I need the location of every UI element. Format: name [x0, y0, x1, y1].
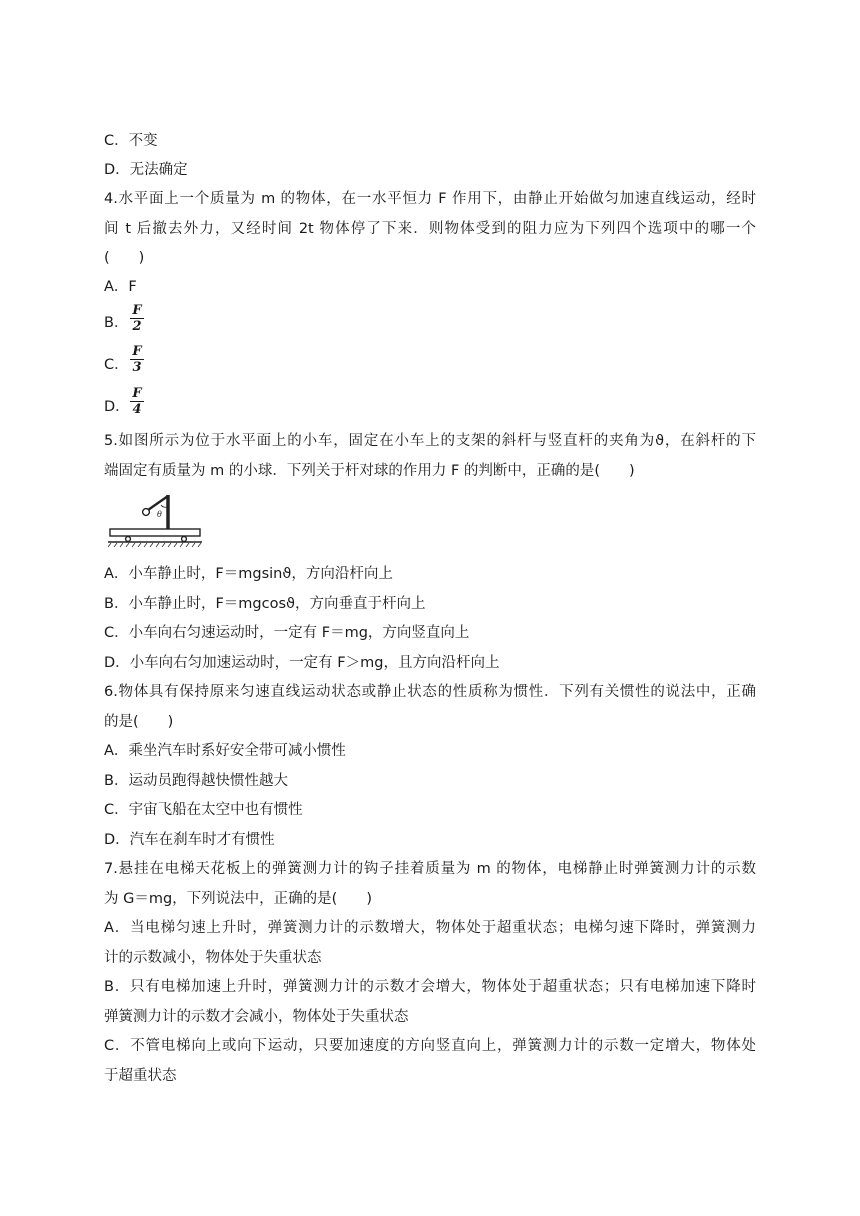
q3-option-d: D．无法确定	[104, 162, 188, 178]
q4-option-c-fraction	[130, 345, 144, 374]
q4-option-d-label: D．	[104, 399, 130, 415]
q6-option-c: C．宇宙飞船在太空中也有惯性	[104, 802, 303, 818]
q4-option-d-fraction	[130, 387, 144, 416]
q7-option-a-line1: A．当电梯匀速上升时，弹簧测力计的示数增大，物体处于超重状态；电梯匀速下降时，弹簧测力	[104, 920, 756, 936]
q4-stem-line3: ( )	[104, 250, 145, 266]
q5-option-d: D．小车向右匀加速运动时，一定有 F＞mg，且方向沿杆向上	[104, 655, 500, 671]
fraction-denominator: 4	[132, 402, 142, 418]
q7-stem-line2: 为 G＝mg，下列说法中，正确的是( )	[104, 891, 372, 907]
q5-stem-line1: 5.如图所示为位于水平面上的小车，固定在小车上的支架的斜杆与竖直杆的夹角为ϑ，在斜杆的下	[104, 433, 756, 449]
q7-option-c-line1: C．不管电梯向上或向下运动，只要加速度的方向竖直向上，弹簧测力计的示数一定增大，物体处	[104, 1038, 756, 1054]
q4-option-b-label: B．	[104, 315, 129, 331]
q4-option-b-fraction	[130, 304, 144, 333]
q5-option-c: C．小车向右匀速运动时，一定有 F＝mg，方向竖直向上	[104, 625, 470, 641]
fraction-numerator: F	[132, 386, 142, 401]
cart-figure	[108, 493, 202, 551]
q4-option-a: A．F	[104, 279, 137, 295]
q4-stem-line2: 间 t 后撤去外力，又经时间 2t 物体停了下来．则物体受到的阻力应为下列四个选项中的哪一个	[104, 221, 756, 237]
q6-stem-line1: 6.物体具有保持原来匀速直线运动状态或静止状态的性质称为惯性．下列有关惯性的说法中，正确	[104, 684, 756, 700]
small-ball	[143, 509, 150, 516]
q5-option-b: B．小车静止时，F＝mgcosϑ，方向垂直于杆向上	[104, 596, 426, 612]
q3-option-c: C．不变	[104, 133, 158, 149]
q5-option-a: A．小车静止时，F＝mgsinϑ，方向沿杆向上	[104, 566, 393, 582]
q7-option-b-line2: 弹簧测力计的示数才会减小，物体处于失重状态	[104, 1009, 409, 1025]
q6-option-d: D．汽车在刹车时才有惯性	[104, 832, 275, 848]
q7-stem-line1: 7.悬挂在电梯天花板上的弹簧测力计的钩子挂着质量为 m 的物体，电梯静止时弹簧测力计的示数	[104, 861, 756, 877]
cart-wheel-left	[126, 537, 131, 542]
ground-hatching	[108, 543, 201, 547]
q6-option-a: A．乘坐汽车时系好安全带可减小惯性	[104, 743, 346, 759]
q7-option-c-line2: 于超重状态	[104, 1068, 177, 1084]
cart-body	[110, 529, 200, 536]
q7-option-b-line1: B．只有电梯加速上升时，弹簧测力计的示数才会增大，物体处于超重状态；只有电梯加速下降时	[104, 979, 756, 995]
angle-label: θ	[157, 510, 162, 519]
q5-stem-line2: 端固定有质量为 m 的小球．下列关于杆对球的作用力 F 的判断中，正确的是( )	[104, 463, 635, 479]
fraction-denominator: 2	[132, 319, 142, 335]
q4-stem-line1: 4.水平面上一个质量为 m 的物体，在一水平恒力 F 作用下，由静止开始做匀加速直线运动，经时	[104, 191, 756, 207]
q6-option-b: B．运动员跑得越快惯性越大	[104, 773, 288, 789]
fraction-numerator: F	[132, 344, 142, 359]
fraction-denominator: 3	[132, 360, 142, 376]
cart-wheel-right	[182, 537, 187, 542]
slanted-rod	[148, 496, 168, 510]
fraction-numerator: F	[132, 303, 142, 318]
q7-option-a-line2: 计的示数减小，物体处于失重状态	[104, 950, 322, 966]
q6-stem-line2: 的是( )	[104, 714, 174, 730]
q4-option-c-label: C．	[104, 357, 129, 373]
